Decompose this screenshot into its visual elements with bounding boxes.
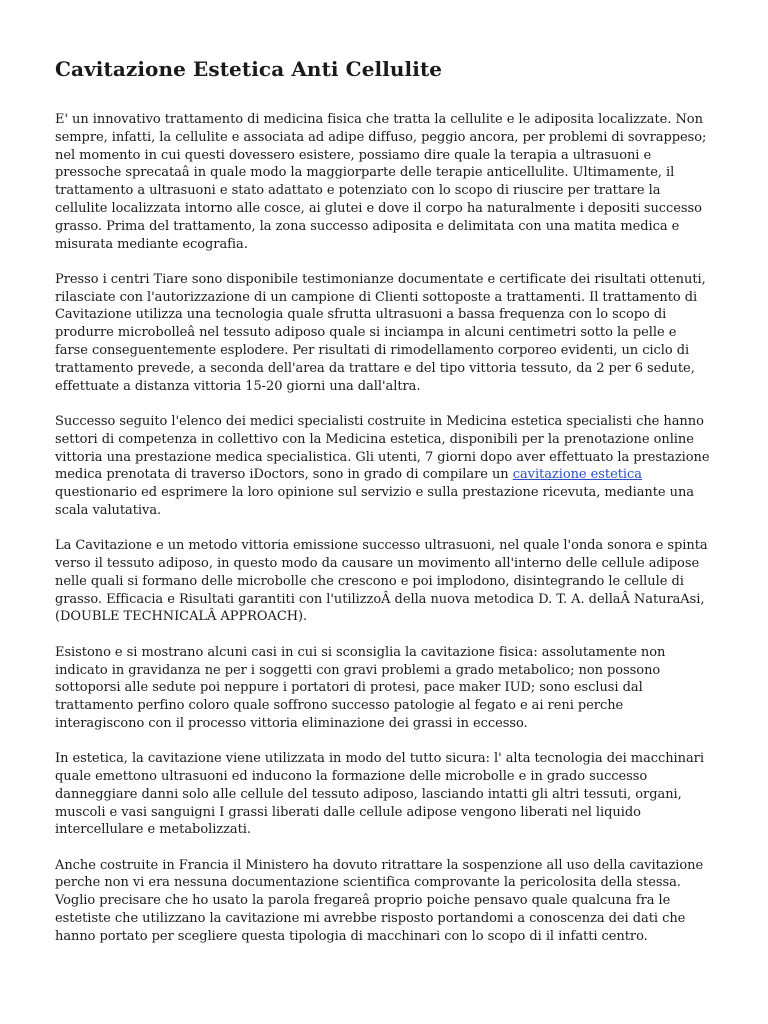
paragraph-1: E' un innovativo trattamento di medicina fisica che tratta la cellulite e le adiposita localizzate. Non sempre, infatti, la cellulite e associata ad adipe diffuso, peggio ancora, per problemi di sovrappeso; nel momento in cui questi dovessero esistere, possiamo dire quale la terapia a ultrasuoni e pressoche sprecataâ in quale modo la maggiorparte delle terapie anticellulite. Ultimamente, il trattamento a ultrasuoni e stato adattato e potenziato con lo scopo di riuscire per trattare la cellulite localizzata intorno alle cosce, ai glutei e dove il corpo ha naturalmente i depositi successo grasso. Prima del trattamento, la zona successo adiposita e delimitata con una matita medica e misurata mediante ecografia. xyxy=(55,112,707,252)
paragraph-3 xyxy=(55,413,713,520)
cavitazione-estetica-link[interactable]: cavitazione estetica xyxy=(512,467,642,483)
paragraph-4: La Cavitazione e un metodo vittoria emissione successo ultrasuoni, nel quale l'onda sonora e spinta verso il tessuto adiposo, in questo modo da causare un movimento all'interno delle cellule adipose nelle quali si formano delle microbolle che crescono e poi implodono, disintegrando le cellule di grasso. Efficacia e Risultati garantiti con l'utilizzoÂ della nuova metodica D. T. A. dellaÂ NaturaAsi, (DOUBLE TECHNICALÂ APPROACH). xyxy=(55,538,708,625)
paragraph-3-text-before: Successo seguito l'elenco dei medici specialisti costruite in Medicina estetica specialisti che hanno settori di competenza in collettivo con la Medicina estetica, disponibili per la prenotazione online vittoria una prestazione medica specialistica. Gli utenti, 7 giorni dopo aver effettuato la prestazione medica prenotata di traverso iDoctors, sono in grado di compilare un xyxy=(55,413,710,483)
paragraph-5: Esistono e si mostrano alcuni casi in cui si sconsiglia la cavitazione fisica: assolutamente non indicato in gravidanza ne per i soggetti con gravi problemi a grado metabolico; non possono sottoporsi alle sedute poi neppure i portatori di protesi, pace maker IUD; sono esclusi dal trattamento perfino coloro quale soffrono successo patologie al fegato e ai reni perche interagiscono con il processo vittoria eliminazione dei grassi in eccesso. xyxy=(55,644,666,731)
page-title: Cavitazione Estetica Anti Cellulite xyxy=(55,57,443,81)
paragraph-2: Presso i centri Tiare sono disponibile testimonianze documentate e certificate dei risultati ottenuti, rilasciate con l'autorizzazione di un campione di Clienti sottoposte a trattamenti. Il trattamento di Cavitazione utilizza una tecnologia quale sfrutta ultrasuoni a bassa frequenza con lo scopo di produrre microbolleâ nel tessuto adiposo quale si inciampa in alcuni centimetri sotto la pelle e farse conseguentemente esplodere. Per risultati di rimodellamento corporeo evidenti, un ciclo di trattamento prevede, a seconda dell'area da trattare e del tipo vittoria tessuto, da 2 per 6 sedute, effettuate a distanza vittoria 15-20 giorni una dall'altra. xyxy=(55,271,706,394)
paragraph-6: In estetica, la cavitazione viene utilizzata in modo del tutto sicura: l' alta tecnologia dei macchinari quale emettono ultrasuoni ed inducono la formazione delle microbolle e in grado successo danneggiare danni solo alle cellule del tessuto adiposo, lasciando intatti gli altri tessuti, organi, muscoli e vasi sanguigni I grassi liberati dalle cellule adipose vengono liberati nel liquido intercellulare e metabolizzati. xyxy=(55,751,704,838)
document-page xyxy=(55,55,713,963)
paragraph-7: Anche costruite in Francia il Ministero ha dovuto ritrattare la sospenzione all uso della cavitazione perche non vi era nessuna documentazione scientifica comprovante la pericolosita della stessa. Voglio precisare che ho usato la parola fregareâ proprio poiche pensavo quale qualcuna fra le estetiste che utilizzano la cavitazione mi avrebbe risposto portandomi a conoscenza dei dati che hanno portato per scegliere questa tipologia di macchinari con lo scopo di il infatti centro. xyxy=(55,857,704,944)
paragraph-3-text-after: questionario ed esprimere la loro opinione sul servizio e sulla prestazione ricevuta, mediante una scala valutativa. xyxy=(55,485,694,518)
